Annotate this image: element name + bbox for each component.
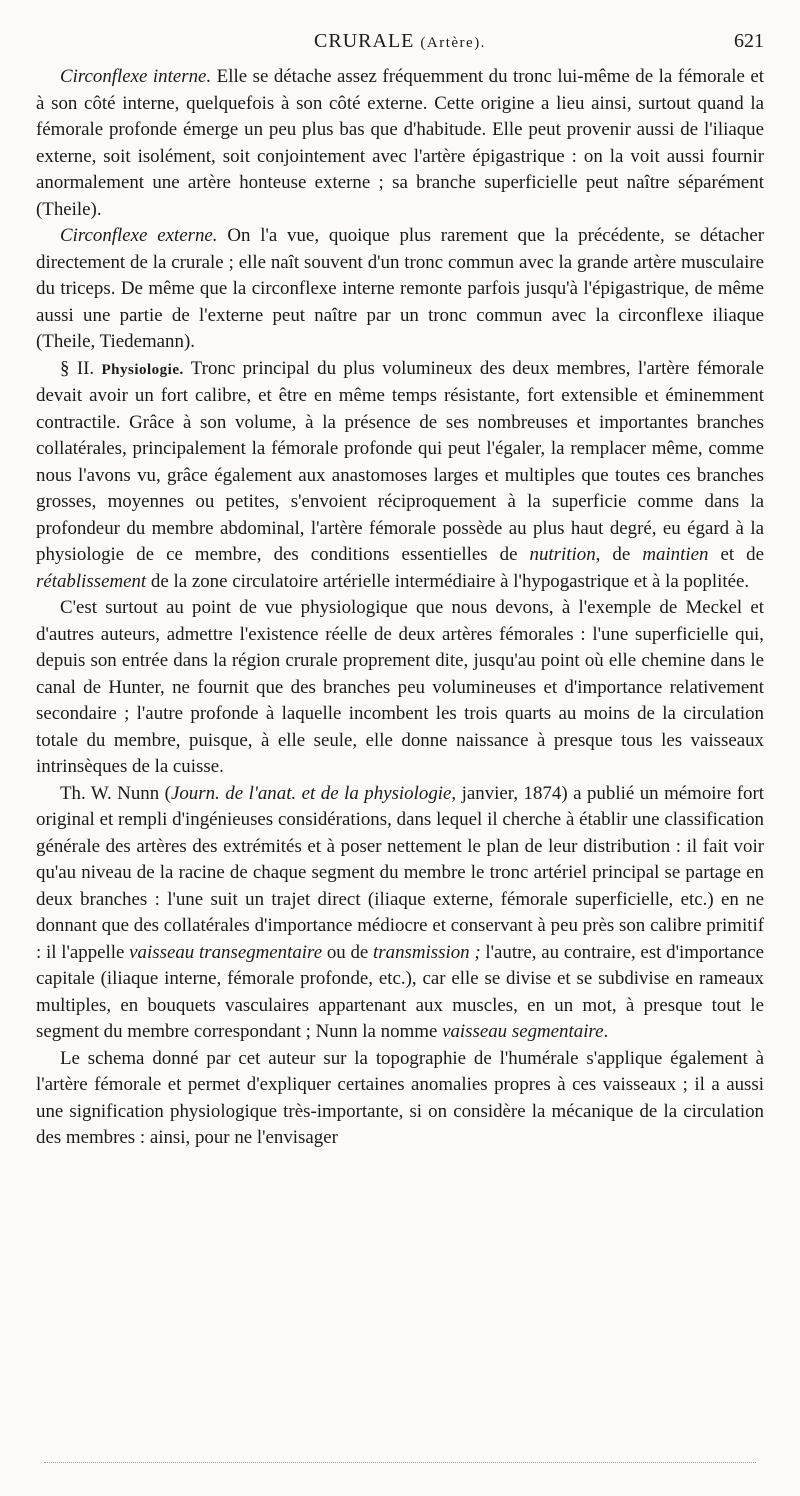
emphasis: vaisseau transegmentaire <box>129 941 323 963</box>
paragraph-text: l'autre, au contraire, est d'importance capitale (iliaque interne, fémorale profonde, etc.), car elle se divise et se subdivise en rameaux multiples, en bouquets vasculaires appartenant aux muscles, en un mot, à presque tout le segment du membre correspondant ; Nunn la nomme <box>36 941 764 1042</box>
paragraph-text: Th. W. Nunn ( <box>60 782 171 804</box>
paragraph-text: . <box>603 1021 609 1042</box>
paragraph-lead: Circonflexe interne. <box>60 66 212 87</box>
paragraph-deux-femorales <box>36 595 764 781</box>
paragraph-nunn <box>36 781 764 1046</box>
section-mark: § II. <box>60 357 95 379</box>
footer-rule <box>44 1462 756 1463</box>
paragraph-circonflexe-externe <box>36 223 764 356</box>
paragraph-text: et de <box>708 544 764 565</box>
paragraph-text: C'est surtout au point de vue physiologique que nous devons, à l'exemple de Meckel et d'autres auteurs, admettre l'existence réelle de deux artères fémorales : l'une superficielle qui, depuis son entrée dans la région crurale proprement dite, jusqu'au point où elle chemine dans le canal de Hunter, ne fournit que des branches peu volumineuses et d'importance relativement secondaire ; l'autre profonde à laquelle incombent les trois quarts au moins de la circulation totale du membre, puisque, à elle seule, elle donne naissance à presque tous les vaisseaux intrinsèques de la cuisse. <box>36 597 764 777</box>
page-number: 621 <box>734 30 764 52</box>
running-title <box>36 30 764 53</box>
paragraph-text: ou de <box>322 941 374 963</box>
page-header <box>36 30 764 60</box>
paragraph-text: On l'a vue, quoique plus rarement que la précédente, se détacher directement de la crurale ; elle naît souvent d'un tronc commun avec la grande artère musculaire du triceps. De même que la circonflexe interne remonte parfois jusqu'à l'épigastrique, de même aussi une partie de l'externe peut naître par un tronc commun avec la circonflexe iliaque (Theile, Tiedemann). <box>36 225 764 352</box>
running-title-main: CRURALE <box>314 30 415 52</box>
paragraph-schema <box>36 1046 764 1152</box>
running-title-sub: (Artère). <box>420 35 486 51</box>
paragraph-text: Tronc principal du plus volumineux des deux membres, l'artère fémorale devait avoir un fort calibre, et être en même temps résistante, fort extensible et éminemment contractile. Grâce à son volume, à la présence de ses nombreuses et importantes branches collatérales, principalement la fémorale profonde qui peut l'égaler, la remplacer même, comme nous l'avons vu, grâce également aux anastomoses larges et multiples que toutes ces branches grosses, moyennes ou petites, s'envoient réciproquement à la superficie comme dans la profondeur du membre abdominal, l'artère fémorale possède au plus haut degré, eu égard à la physiologie de ce membre, des conditions essentielles de <box>36 357 764 565</box>
paragraph-physiologie <box>36 356 764 596</box>
emphasis: vaisseau segmentaire <box>442 1021 604 1042</box>
emphasis: maintien <box>642 544 709 565</box>
emphasis: transmission ; <box>373 941 481 963</box>
paragraph-text: , de <box>595 544 643 565</box>
section-title: Physiologie. <box>101 361 184 378</box>
emphasis: rétablissement <box>36 570 147 592</box>
paragraph-text: de la zone circulatoire artérielle intermédiaire à l'hypogastrique et à la poplitée. <box>146 570 750 592</box>
paragraph-text: Elle se détache assez fréquemment du tronc lui-même de la fémorale et à son côté interne, quelquefois à son côté externe. Cette origine a lieu ainsi, surtout quand la fémorale profonde émerge un peu plus bas que d'habitude. Elle peut provenir aussi de l'iliaque externe, soit isolément, soit conjointement avec l'artère épigastrique : on la voit aussi fournir anormalement une artère honteuse externe ; sa branche superficielle peut naître séparément (Theile). <box>36 66 764 220</box>
paragraph-circonflexe-interne <box>36 64 764 223</box>
paragraph-lead: Circonflexe externe. <box>60 225 218 246</box>
emphasis: Journ. de l'anat. et de la physiologie <box>170 782 452 804</box>
paragraph-text: Le schema donné par cet auteur sur la topographie de l'humérale s'applique également à l'artère fémorale et permet d'expliquer certaines anomalies propres à ces vaisseaux ; il a aussi une signification physiologique très-importante, si on considère la mécanique de la circulation des membres : ainsi, pour ne l'envisager <box>36 1047 764 1148</box>
paragraph-text: , janvier, 1874) a publié un mémoire fort original et rempli d'ingénieuses considérations, dans lequel il cherche à établir une classification générale des artères des extrémités et à poser nettement le plan de leur distribution : il fait voir qu'au niveau de la racine de chaque segment du membre le tronc artériel principal se partage en deux branches : l'une suit un trajet direct (iliaque externe, fémorale superficielle, etc.) en ne donnant que des collatérales d'importance médiocre et conservant à peu près son calibre primitif : il l'appelle <box>36 782 764 963</box>
emphasis: nutrition <box>529 544 596 565</box>
body-text <box>36 64 764 1152</box>
